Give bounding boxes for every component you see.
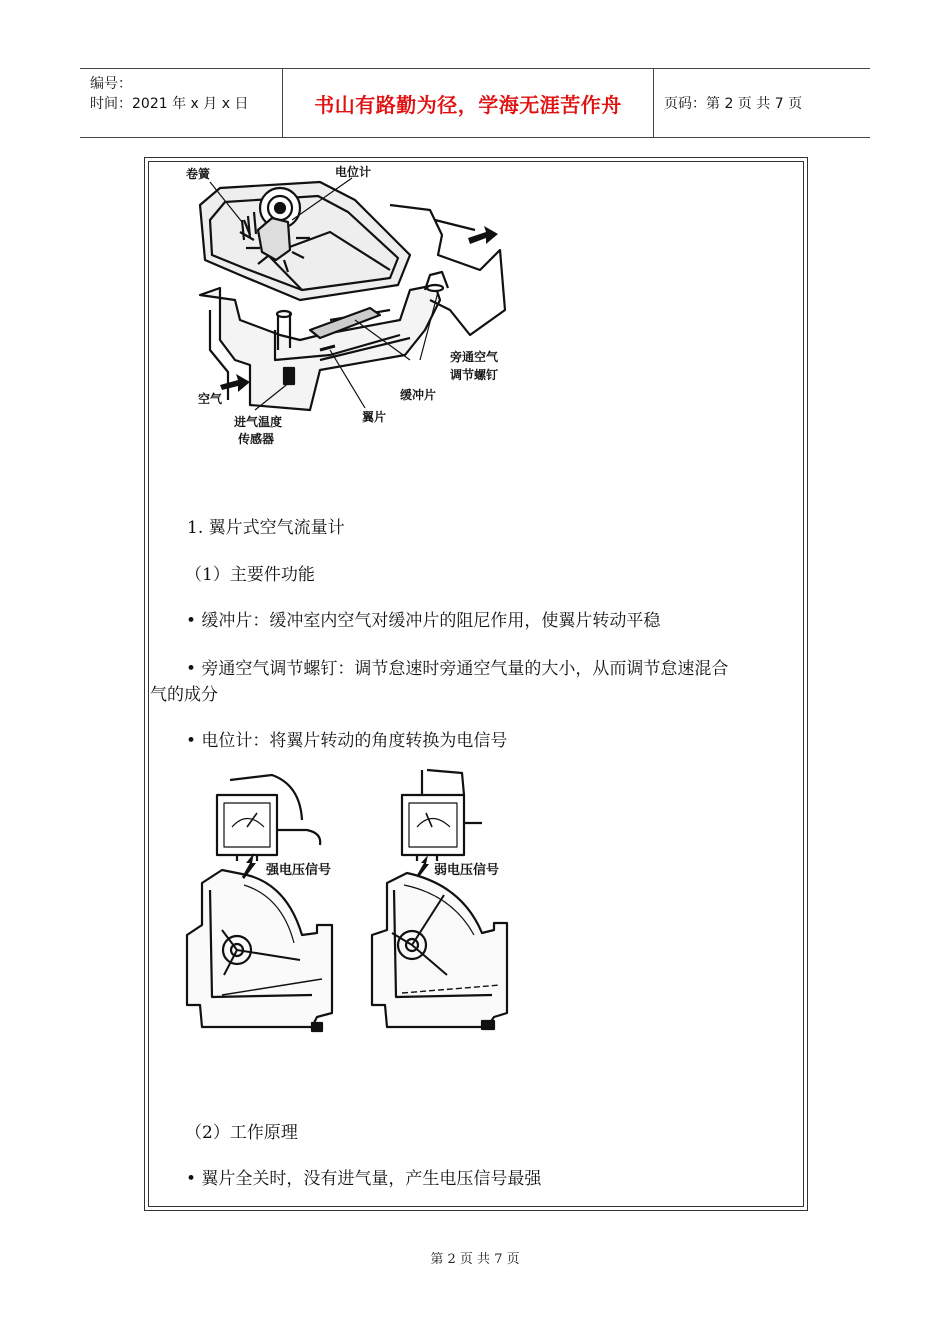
section-heading: 1. 翼片式空气流量计 xyxy=(187,518,345,538)
vane-airflow-meter-figure xyxy=(180,160,520,460)
label-bypass-screw-line1: 旁通空气 xyxy=(450,350,499,364)
label-strong-voltage: 强电压信号 xyxy=(266,863,332,878)
bullet-bypass-screw-line2: 气的成分 xyxy=(150,685,218,705)
label-air: 空气 xyxy=(198,392,223,406)
label-weak-voltage: 弱电压信号 xyxy=(434,863,500,878)
label-potentiometer: 电位计 xyxy=(335,165,372,179)
page-info: 页码：第 2 页 共 7 页 xyxy=(664,96,803,112)
header-middle-cell xyxy=(283,69,654,137)
header-left-cell xyxy=(80,69,283,137)
time-label: 时间：2021 年 x 月 x 日 xyxy=(90,96,249,112)
label-spring: 卷簧 xyxy=(186,167,211,181)
subsection-working-principle: （2）工作原理 xyxy=(185,1123,298,1143)
header-right-cell xyxy=(654,69,870,137)
label-temp-sensor-line2: 传感器 xyxy=(238,432,275,446)
label-buffer-plate: 缓冲片 xyxy=(400,388,437,402)
bullet-vane-fully-closed: • 翼片全关时，没有进气量，产生电压信号最强 xyxy=(186,1169,542,1189)
bullet-buffer-plate: • 缓冲片：缓冲室内空气对缓冲片的阻尼作用，使翼片转动平稳 xyxy=(186,611,661,631)
bullet-potentiometer: • 电位计：将翼片转动的角度转换为电信号 xyxy=(186,731,508,751)
header-table xyxy=(80,68,870,138)
bullet-bypass-screw-line1: • 旁通空气调节螺钉：调节怠速时旁通空气量的大小，从而调节怠速混合 xyxy=(186,659,729,679)
label-vane: 翼片 xyxy=(362,410,387,424)
voltage-signal-figure xyxy=(182,765,542,1045)
motto-text: 书山有路勤为径，学海无涯苦作舟 xyxy=(314,92,622,117)
number-label: 编号： xyxy=(90,76,132,92)
label-bypass-screw-line2: 调节螺钉 xyxy=(450,368,499,382)
page-footer: 第 2 页 共 7 页 xyxy=(430,1252,520,1267)
label-temp-sensor-line1: 进气温度 xyxy=(234,415,283,429)
subsection-functions: （1）主要件功能 xyxy=(185,565,315,585)
